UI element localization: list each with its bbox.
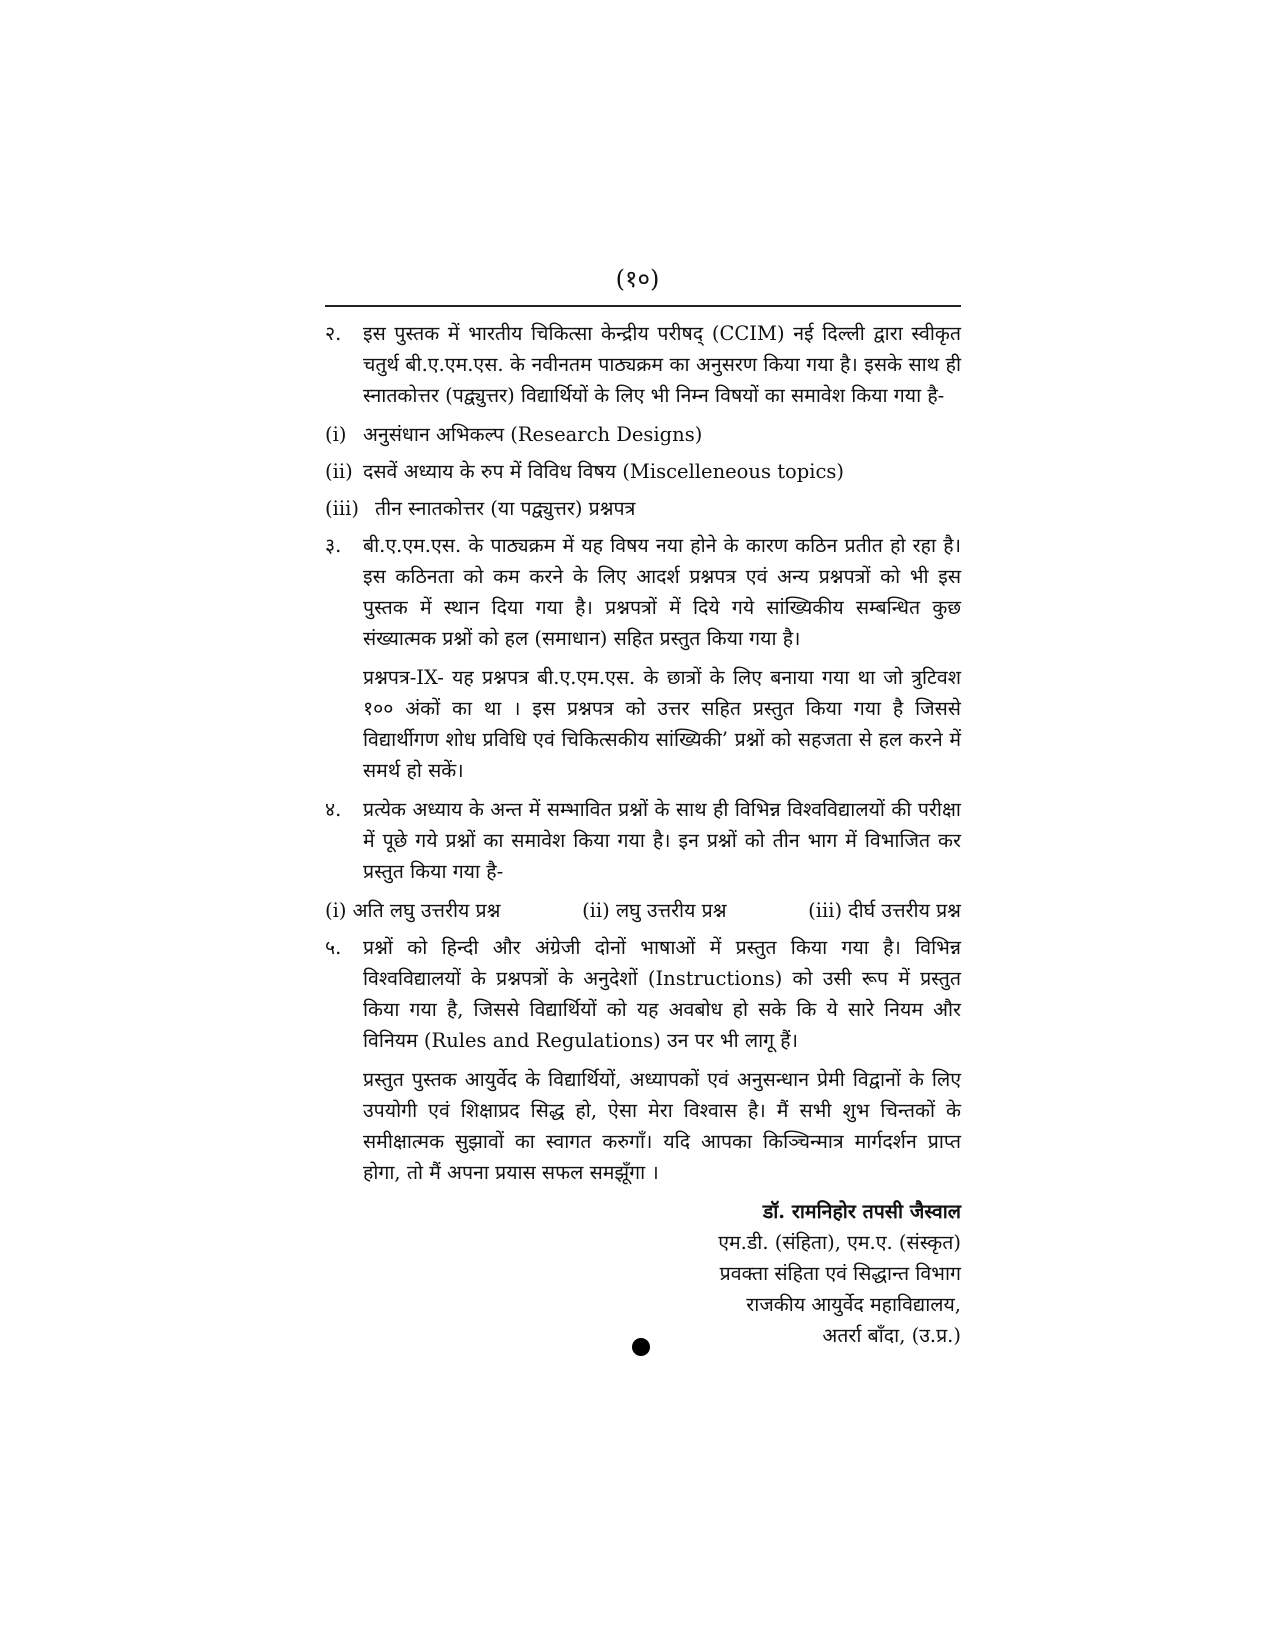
- closing-paragraph: प्रस्तुत पुस्तक आयुर्वेद के विद्यार्थियों, अध्यापकों एवं अनुसन्धान प्रेमी विद्वानों के लिए उपयोगी एवं शिक्षाप्रद सिद्ध हो, ऐसा मेरा विश्वास है। मैं सभी शुभ चिन्तकों के समीक्षात्मक सुझावों का स्वागत करुगाँ। यदि आपका किञ्चिन्मात्र मार्गदर्शन प्राप्त होगा, तो मैं अपना प्रयास सफल समझूँगा ।: [363, 1068, 961, 1184]
- question-type: (iii) दीर्घ उत्तरीय प्रश्न: [808, 899, 961, 922]
- paper-note: प्रश्नपत्र-IX- यह प्रश्नपत्र बी.ए.एम.एस. के छात्रों के लिए बनाया गया था जो त्रुटिवश १०० अंकों का था । इस प्रश्नपत्र को उत्तर सहित प्रस्तुत किया गया है जिससे विद्यार्थीगण शोध प्रविधि एवं चिकित्सकीय सांख्यिकी’ प्रश्नों को सहजता से हल करने में समर्थ हो सकें।: [363, 666, 961, 782]
- item-text: प्रश्नों को हिन्दी और अंग्रेजी दोनों भाषाओं में प्रस्तुत किया गया है। विभिन्न विश्वविद्यालयों के प्रश्नपत्रों के अनुदेशों (Instructions) को उसी रूप में प्रस्तुत किया गया है, जिससे विद्यार्थियों को यह अवबोध हो सके कि ये सारे नियम और विनियम (Rules and Regulations) उन पर भी लागू हैं।: [363, 936, 961, 1052]
- preface-body: [325, 318, 961, 1351]
- topic-number: (ii): [325, 460, 353, 483]
- topic-item: [325, 419, 961, 450]
- list-item: [325, 318, 961, 411]
- page-number: (१०): [615, 265, 660, 293]
- list-item: [325, 932, 961, 1056]
- question-type: (ii) लघु उत्तरीय प्रश्न: [582, 899, 727, 922]
- topic-item: [325, 456, 961, 487]
- topic-text: अनुसंधान अभिकल्प (Research Designs): [363, 423, 703, 446]
- topic-number: (iii): [325, 497, 359, 520]
- author-location: अतर्रा बाँदा, (उ.प्र.): [822, 1324, 961, 1347]
- question-type: (i) अति लघु उत्तरीय प्रश्न: [325, 899, 501, 922]
- topic-text: दसवें अध्याय के रुप में विविध विषय (Miscelleneous topics): [363, 460, 845, 483]
- author-position: प्रवक्ता संहिता एवं सिद्धान्त विभाग: [719, 1262, 961, 1285]
- author-degree: एम.डी. (संहिता), एम.ए. (संस्कृत): [718, 1231, 961, 1254]
- header-rule: [325, 305, 961, 307]
- end-bullet: [632, 1338, 650, 1356]
- item-number: ४.: [325, 798, 342, 821]
- item-number: ५.: [325, 936, 342, 959]
- topic-number: (i): [325, 423, 347, 446]
- topic-item: [325, 493, 961, 524]
- item-text: इस पुस्तक में भारतीय चिकित्सा केन्द्रीय परीषद् (CCIM) नई दिल्ली द्वारा स्वीकृत चतुर्थ बी.ए.एम.एस. के नवीनतम पाठ्यक्रम का अनुसरण किया गया है। इसके साथ ही स्नातकोत्तर (पद्व्युत्तर) विद्यार्थियों के लिए भी निम्न विषयों का समावेश किया गया है-: [363, 322, 961, 407]
- topic-text: तीन स्नातकोत्तर (या पद्व्युत्तर) प्रश्नपत्र: [375, 497, 636, 520]
- author-institution: राजकीय आयुर्वेद महाविद्यालय,: [746, 1293, 961, 1316]
- question-types: [325, 895, 961, 926]
- list-item: [325, 794, 961, 887]
- list-item: [325, 530, 961, 654]
- author-name: डॉ. रामनिहोर तपसी जैस्वाल: [762, 1200, 961, 1223]
- item-number: ३.: [325, 534, 342, 557]
- item-text: बी.ए.एम.एस. के पाठ्यक्रम में यह विषय नया होने के कारण कठिन प्रतीत हो रहा है। इस कठिनता को कम करने के लिए आदर्श प्रश्नपत्र एवं अन्य प्रश्नपत्रों को भी इस पुस्तक में स्थान दिया गया है। प्रश्नपत्रों में दिये गये सांख्यिकीय सम्बन्धित कुछ संख्यात्मक प्रश्नों को हल (समाधान) सहित प्रस्तुत किया गया है।: [363, 534, 961, 650]
- item-text: प्रत्येक अध्याय के अन्त में सम्भावित प्रश्नों के साथ ही विभिन्न विश्वविद्यालयों की परीक्षा में पूछे गये प्रश्नों का समावेश किया गया है। इन प्रश्नों को तीन भाग में विभाजित कर प्रस्तुत किया गया है-: [363, 798, 961, 883]
- item-number: २.: [325, 322, 342, 345]
- signature-block: [325, 1196, 961, 1351]
